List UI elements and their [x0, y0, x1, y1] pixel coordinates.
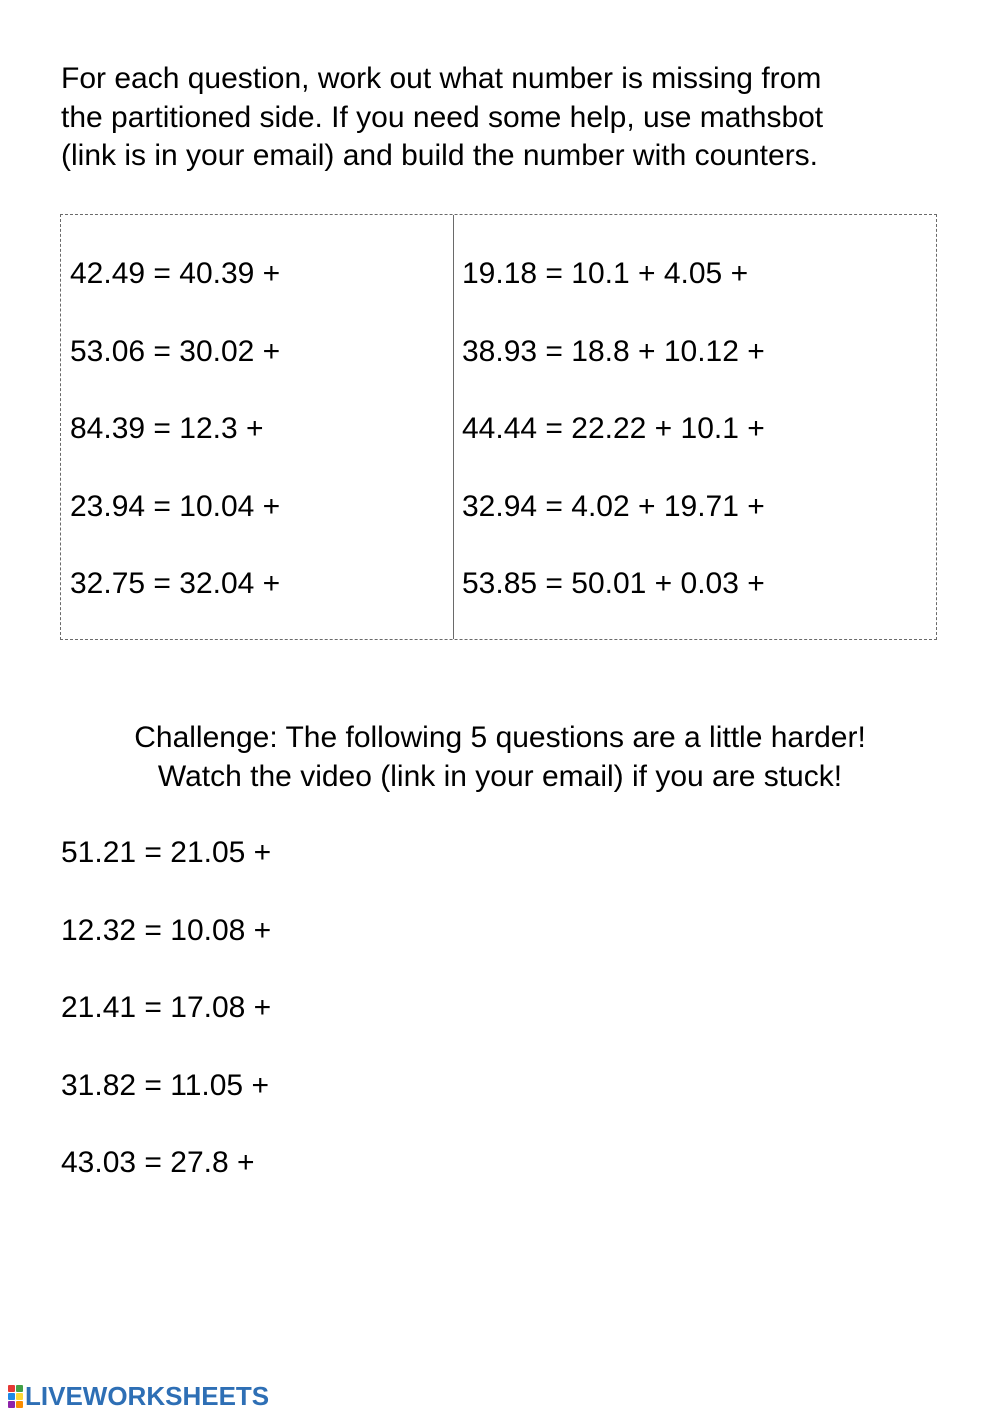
instructions-line-1: For each question, work out what number is missing from [61, 62, 822, 95]
challenge-line-2: Watch the video (link in your email) if you are stuck! [157, 760, 843, 793]
question-item: 32.75 = 32.04 + [70, 567, 281, 600]
question-item: 84.39 = 12.3 + [70, 412, 264, 445]
question-item: 23.94 = 10.04 + [70, 489, 281, 523]
logo-text: LIVEWORKSHEETS [25, 1381, 270, 1411]
challenge-heading [0, 718, 1000, 796]
liveworksheets-logo [8, 1381, 269, 1411]
column-divider [453, 215, 454, 639]
question-item: 53.06 = 30.02 + [70, 334, 281, 368]
challenge-question-item: 51.21 = 21.05 + [61, 836, 272, 869]
question-item: 19.18 = 10.1 + 4.05 + [462, 257, 749, 290]
logo-mark-square [16, 1401, 23, 1408]
challenge-question-list [61, 831, 271, 1219]
logo-mark-square [16, 1393, 23, 1400]
question-item: 32.94 = 4.02 + 19.71 + [462, 489, 765, 523]
challenge-question-item: 12.32 = 10.08 + [61, 913, 272, 947]
logo-mark-square [16, 1385, 23, 1392]
question-column-left [70, 252, 280, 640]
instructions-line-2: the partitioned side. If you need some help, use mathsbot [61, 100, 824, 134]
challenge-question-item: 43.03 = 27.8 + [61, 1146, 255, 1179]
logo-mark-square [8, 1385, 15, 1392]
challenge-line-1: Challenge: The following 5 questions are a little harder! [134, 721, 866, 754]
question-table [60, 214, 937, 640]
logo-mark-square [8, 1393, 15, 1400]
question-item: 53.85 = 50.01 + 0.03 + [462, 567, 765, 600]
question-item: 44.44 = 22.22 + 10.1 + [462, 412, 765, 445]
question-item: 38.93 = 18.8 + 10.12 + [462, 334, 765, 368]
question-column-right [462, 252, 765, 640]
logo-mark-icon [8, 1385, 23, 1408]
question-item: 42.49 = 40.39 + [70, 257, 281, 290]
logo-mark-square [8, 1401, 15, 1408]
instructions [61, 60, 941, 176]
instructions-line-3: (link is in your email) and build the number with counters. [61, 139, 819, 172]
challenge-question-item: 31.82 = 11.05 + [61, 1068, 269, 1102]
challenge-question-item: 21.41 = 17.08 + [61, 991, 272, 1024]
